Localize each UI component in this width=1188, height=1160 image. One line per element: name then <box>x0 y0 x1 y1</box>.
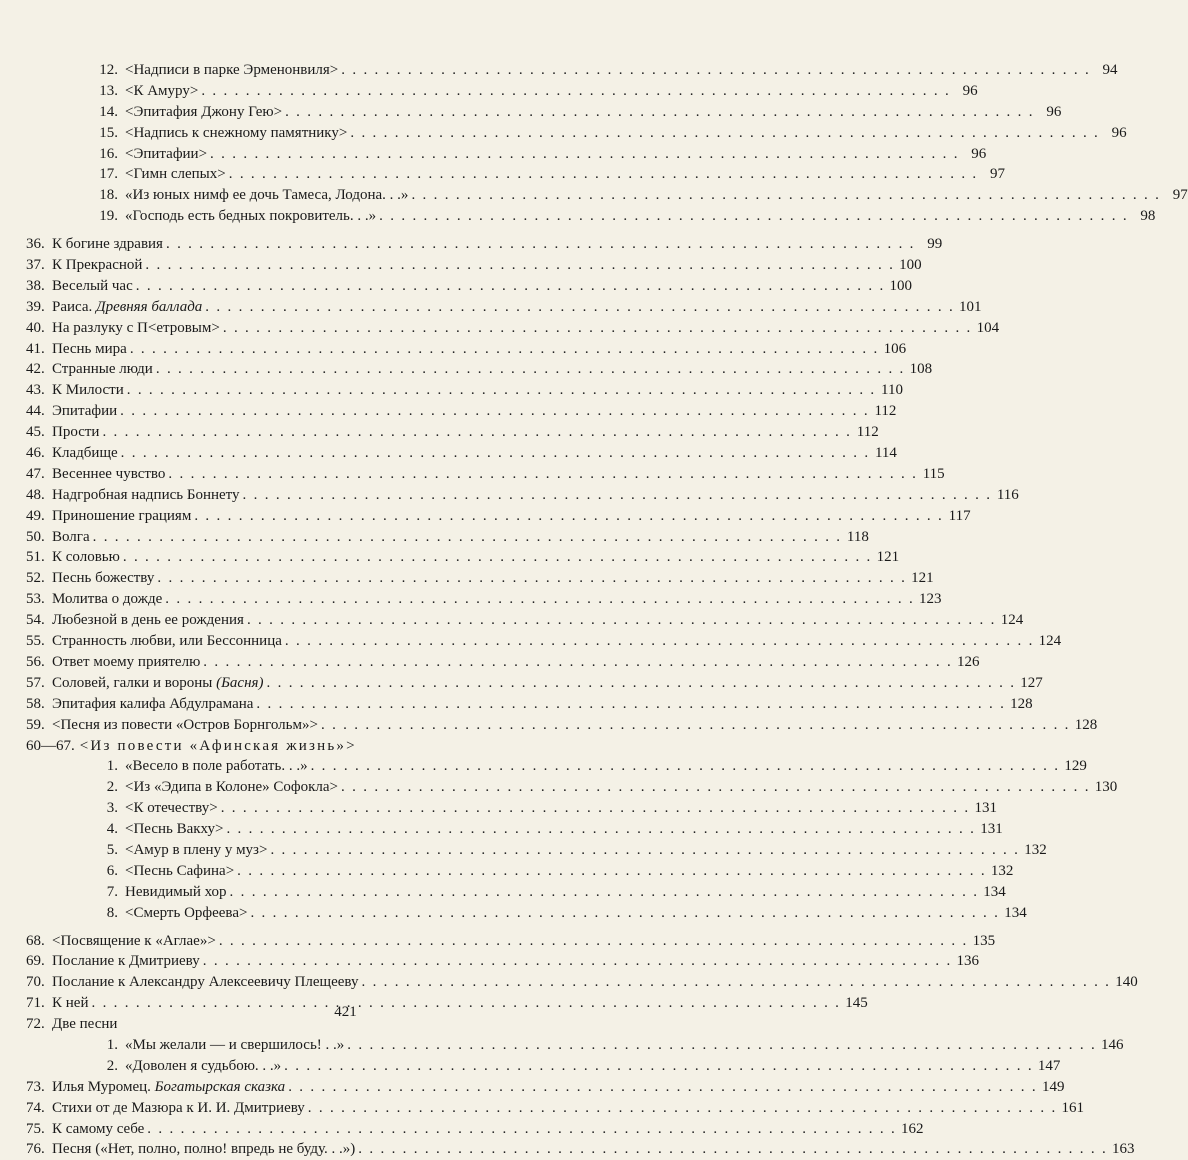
leader-dots <box>163 234 915 255</box>
entry-number: 14. <box>99 103 118 120</box>
entry-page: 145 <box>845 995 868 1012</box>
leader-dots <box>220 318 972 339</box>
toc-entry <box>26 339 907 360</box>
toc-entry <box>26 401 897 422</box>
toc-entry <box>26 1056 1061 1077</box>
entry-page: 124 <box>1000 612 1024 629</box>
entry-page: 140 <box>1115 974 1138 991</box>
toc-entry <box>26 951 980 972</box>
entry-number: 69. <box>26 953 45 970</box>
entry-page: 117 <box>948 507 971 524</box>
entry-number: 13. <box>99 82 118 99</box>
leader-dots <box>202 297 954 318</box>
entry-page: 162 <box>901 1120 924 1137</box>
page-number: 421 <box>334 1004 357 1020</box>
toc-entry <box>26 164 1005 185</box>
leader-dots <box>191 506 943 527</box>
entry-page: 96 <box>1111 124 1127 141</box>
entry-title: Надгробная надпись Боннету <box>52 486 240 503</box>
entry-page: 116 <box>996 486 1019 503</box>
entry-title: Странность любви, или Бессонница <box>52 633 282 650</box>
entry-title: К Прекрасной <box>52 257 143 274</box>
entry-number: 53. <box>26 591 45 608</box>
entry-page: 106 <box>883 340 907 357</box>
entry-page: 121 <box>911 570 934 587</box>
entry-title: <Песнь Сафина> <box>125 862 235 879</box>
toc-entry <box>26 756 1087 777</box>
toc-entry <box>26 359 933 380</box>
entry-page: 130 <box>1094 779 1118 796</box>
table-of-contents <box>26 60 1188 1160</box>
toc-entry <box>26 798 997 819</box>
entry-page: 98 <box>1140 208 1156 225</box>
entry-number: 5. <box>106 841 118 858</box>
toc-entry <box>26 234 943 255</box>
toc-entry <box>26 610 1024 631</box>
entry-page: 115 <box>922 465 945 482</box>
entry-number: 19. <box>99 208 118 225</box>
entry-number: 55. <box>26 633 45 650</box>
entry-title: К самому себе <box>52 1120 145 1137</box>
entry-number: 75. <box>26 1120 45 1137</box>
leader-dots <box>358 972 1110 993</box>
entry-title: Песня («Нет, полно, полно! впредь не буду. . .») <box>52 1141 356 1158</box>
entry-number: 8. <box>106 904 118 921</box>
toc-entry <box>26 861 1014 882</box>
entry-page: 101 <box>959 298 982 315</box>
toc-entry <box>26 840 1047 861</box>
leader-dots <box>133 276 885 297</box>
entry-number: 6. <box>106 862 118 879</box>
entry-title: Приношение грациям <box>52 507 192 524</box>
entry-title: Стихи от де Мазюра к И. И. Дмитриеву <box>52 1099 305 1116</box>
entry-number: 48. <box>26 486 45 503</box>
entry-page: 112 <box>856 424 879 441</box>
toc-entry <box>26 694 1033 715</box>
leader-dots <box>285 1077 1037 1098</box>
entry-number: 58. <box>26 695 45 712</box>
entry-title: К ней <box>52 995 89 1012</box>
entry-title: Прости <box>52 424 100 441</box>
entry-title: <Из повести «Афинская жизнь»> <box>79 737 357 754</box>
leader-dots <box>124 380 876 401</box>
entry-title: Невидимый хор <box>125 883 227 900</box>
entry-title: Кладбище <box>52 445 118 462</box>
entry-page: 126 <box>957 653 980 670</box>
entry-number: 60—67. <box>26 737 75 754</box>
entry-number: 51. <box>26 549 45 566</box>
entry-number: 52. <box>26 570 45 587</box>
leader-dots <box>282 631 1034 652</box>
leader-dots <box>282 102 1034 123</box>
leader-dots <box>347 123 1099 144</box>
entry-number: 47. <box>26 465 45 482</box>
entry-page: 96 <box>962 82 978 99</box>
entry-title: К богине здравия <box>52 236 163 253</box>
toc-entry <box>26 1035 1124 1056</box>
toc-entry <box>26 485 1019 506</box>
entry-page: 147 <box>1037 1057 1061 1074</box>
entry-number: 16. <box>99 145 118 162</box>
entry-page: 96 <box>1046 103 1062 120</box>
entry-number: 37. <box>26 257 45 274</box>
entry-number: 1. <box>106 1036 118 1053</box>
leader-dots <box>244 610 996 631</box>
leader-dots <box>216 931 968 952</box>
entry-title: <Надпись к снежному памятнику> <box>125 124 348 141</box>
entry-number: 2. <box>106 779 118 796</box>
toc-entry <box>26 547 900 568</box>
entry-title: <К отечеству> <box>125 800 218 817</box>
entry-number: 41. <box>26 340 45 357</box>
leader-dots <box>264 673 1016 694</box>
entry-number: 49. <box>26 507 45 524</box>
entry-title: <Эпитафия Джону Гею> <box>125 103 283 120</box>
entry-title: «Господь есть бедных покровитель. . .» <box>125 208 377 225</box>
leader-dots <box>144 1119 896 1140</box>
entry-number: 12. <box>99 62 118 78</box>
entry-page: 97 <box>1172 187 1188 204</box>
entry-page: 108 <box>909 361 933 378</box>
entry-number: 17. <box>99 166 118 183</box>
entry-subtitle: (Басня) <box>216 674 264 691</box>
entry-subtitle: Древняя баллада <box>96 298 203 315</box>
entry-title: Весеннее чувство <box>52 465 166 482</box>
toc-entry <box>26 144 987 165</box>
leader-dots <box>318 715 1070 736</box>
entry-subtitle: Богатырская сказка <box>154 1078 286 1095</box>
entry-number: 70. <box>26 974 45 991</box>
entry-title: «Из юных нимф ее дочь Тамеса, Лодона. . .» <box>125 187 409 204</box>
leader-dots <box>142 255 894 276</box>
toc-entry <box>26 1119 924 1140</box>
entry-number: 39. <box>26 298 45 315</box>
leader-dots <box>223 819 975 840</box>
toc-entry <box>26 123 1127 144</box>
toc-entry <box>26 819 1003 840</box>
toc-entry <box>26 931 996 952</box>
entry-title: <Эпитафии> <box>125 145 208 162</box>
toc-entry <box>26 380 903 401</box>
entry-page: 163 <box>1112 1141 1135 1158</box>
entry-title: Соловей, галки и вороны (Басня) <box>52 674 264 691</box>
entry-page: 110 <box>881 382 903 399</box>
toc-entry <box>26 506 971 527</box>
entry-number: 54. <box>26 612 45 629</box>
entry-title: К соловью <box>52 549 120 566</box>
leader-dots <box>218 798 970 819</box>
leader-dots <box>338 777 1090 798</box>
entry-page: 112 <box>874 403 897 420</box>
entry-number: 72. <box>26 1016 45 1033</box>
entry-number: 46. <box>26 445 45 462</box>
entry-page: 149 <box>1041 1078 1065 1095</box>
toc-entry <box>26 1077 1065 1098</box>
leader-dots <box>267 840 1019 861</box>
entry-number: 74. <box>26 1099 45 1116</box>
entry-title: Эпитафия калифа Абдулрамана <box>52 695 254 712</box>
entry-title: <Смерть Орфеева> <box>125 904 248 921</box>
entry-title: <Посвящение к «Аглае»> <box>52 932 216 949</box>
leader-dots <box>355 1139 1107 1160</box>
toc-entry <box>26 736 556 757</box>
entry-page: 123 <box>919 591 942 608</box>
entry-title: На разлуку с П<етровым> <box>52 319 220 336</box>
entry-title: «Весело в поле работать. . .» <box>125 758 308 775</box>
leader-dots <box>165 464 917 485</box>
entry-page: 129 <box>1064 758 1087 775</box>
entry-number: 71. <box>26 995 45 1012</box>
toc-entry <box>26 527 869 548</box>
entry-number: 57. <box>26 674 45 691</box>
toc-entry <box>26 297 982 318</box>
entry-number: 2. <box>106 1057 118 1074</box>
leader-dots <box>127 339 879 360</box>
entry-number: 15. <box>99 124 118 141</box>
entry-title: <Надписи в парке Эрменонвиля> <box>125 62 339 78</box>
entry-page: 114 <box>874 445 897 462</box>
entry-number: 7. <box>106 883 118 900</box>
leader-dots <box>344 1035 1096 1056</box>
entry-page: 96 <box>971 145 987 162</box>
leader-dots <box>338 60 1090 81</box>
entry-number: 1. <box>106 758 118 775</box>
toc-entry <box>26 1098 1085 1119</box>
leader-dots <box>162 589 914 610</box>
entry-number: 59. <box>26 716 45 733</box>
entry-number: 45. <box>26 424 45 441</box>
leader-dots <box>281 1056 1033 1077</box>
leader-dots <box>240 485 992 506</box>
entry-number: 73. <box>26 1078 45 1095</box>
entry-page: 104 <box>976 319 1000 336</box>
entry-page: 94 <box>1102 62 1118 78</box>
entry-title: «Мы желали — и свершилось! . .» <box>125 1036 345 1053</box>
toc-entry <box>26 206 1156 227</box>
leader-dots <box>227 882 979 903</box>
toc-entry <box>26 777 1118 798</box>
entry-page: 128 <box>1010 695 1033 712</box>
leader-dots <box>200 652 952 673</box>
toc-entry <box>26 903 1027 924</box>
toc-entry <box>26 882 1006 903</box>
entry-title: Послание к Александру Алексеевичу Плещееву <box>52 974 359 991</box>
entry-page: 132 <box>1024 841 1047 858</box>
entry-page: 97 <box>989 166 1005 183</box>
toc-entry <box>26 631 1062 652</box>
leader-dots <box>376 206 1128 227</box>
toc-entry <box>26 318 1000 339</box>
entry-number: 42. <box>26 361 45 378</box>
toc-entry <box>26 568 934 589</box>
entry-title: Раиса. Древняя баллада <box>52 298 203 315</box>
entry-number: 18. <box>99 187 118 204</box>
entry-title: «Доволен я судьбою. . .» <box>125 1057 282 1074</box>
entry-page: 146 <box>1101 1036 1124 1053</box>
entry-number: 50. <box>26 528 45 545</box>
leader-dots <box>253 694 1005 715</box>
leader-dots <box>234 861 986 882</box>
leader-dots <box>120 547 872 568</box>
toc-entry <box>26 185 1188 206</box>
entry-title: <Песнь Вакху> <box>125 821 224 838</box>
toc-entry <box>26 60 1118 81</box>
entry-title: <Из «Эдипа в Колоне» Софокла> <box>125 779 339 796</box>
toc-entry <box>26 673 1043 694</box>
entry-title: Две песни <box>52 1016 118 1033</box>
entry-page: 99 <box>927 236 943 253</box>
leader-dots <box>90 527 842 548</box>
entry-page: 134 <box>1004 904 1027 921</box>
leader-dots <box>198 81 950 102</box>
toc-entry <box>26 255 922 276</box>
entry-number: 4. <box>106 821 118 838</box>
entry-number: 36. <box>26 236 45 253</box>
toc-entry <box>26 652 980 673</box>
entry-title: Эпитафии <box>52 403 118 420</box>
entry-title: Послание к Дмитриеву <box>52 953 200 970</box>
leader-dots <box>308 756 1060 777</box>
entry-page: 161 <box>1061 1099 1085 1116</box>
entry-number: 40. <box>26 319 45 336</box>
entry-title: Песнь божеству <box>52 570 155 587</box>
toc-entry <box>26 81 978 102</box>
entry-title: Любезной в день ее рождения <box>52 612 244 629</box>
toc-entry <box>26 715 1098 736</box>
toc-entry <box>26 1139 1135 1160</box>
entry-title: Волга <box>52 528 90 545</box>
entry-number: 3. <box>106 800 118 817</box>
leader-dots <box>200 951 952 972</box>
leader-dots <box>99 422 851 443</box>
leader-dots <box>247 903 999 924</box>
entry-page: 128 <box>1074 716 1098 733</box>
entry-page: 127 <box>1020 674 1043 691</box>
toc-entry <box>26 276 912 297</box>
toc-entry <box>26 464 945 485</box>
entry-title: Песнь мира <box>52 340 127 357</box>
leader-dots <box>207 144 959 165</box>
entry-page: 100 <box>889 277 912 294</box>
leader-dots <box>408 185 1160 206</box>
entry-title: Ответ моему приятелю <box>52 653 201 670</box>
entry-page: 118 <box>846 528 869 545</box>
entry-page: 124 <box>1038 633 1062 650</box>
toc-entry <box>26 422 879 443</box>
entry-number: 56. <box>26 653 45 670</box>
leader-dots <box>118 443 870 464</box>
leader-dots <box>153 359 905 380</box>
entry-page: 121 <box>876 549 900 566</box>
entry-title: <Амур в плену у муз> <box>125 841 268 858</box>
toc-entry <box>26 102 1062 123</box>
entry-title: К Милости <box>52 382 124 399</box>
leader-dots <box>305 1098 1057 1119</box>
toc-entry <box>26 972 1138 993</box>
entry-number: 38. <box>26 277 45 294</box>
entry-title: Молитва о дожде <box>52 591 163 608</box>
entry-number: 68. <box>26 932 45 949</box>
leader-dots <box>154 568 906 589</box>
entry-page: 135 <box>972 932 996 949</box>
toc-entry <box>26 589 942 610</box>
entry-title: <Гимн слепых> <box>125 166 226 183</box>
entry-page: 131 <box>980 821 1003 838</box>
entry-title: Веселый час <box>52 277 133 294</box>
leader-dots <box>226 164 978 185</box>
entry-number: 43. <box>26 382 45 399</box>
entry-title: Странные люди <box>52 361 153 378</box>
entry-page: 132 <box>990 862 1014 879</box>
entry-title: Илья Муромец. Богатырская сказка <box>52 1078 286 1095</box>
entry-title: <К Амуру> <box>125 82 199 99</box>
entry-title: <Песня из повести «Остров Борнгольм»> <box>52 716 318 733</box>
toc-entry <box>26 443 897 464</box>
leader-dots <box>117 401 869 422</box>
entry-page: 131 <box>974 800 997 817</box>
entry-number: 44. <box>26 403 45 420</box>
entry-page: 100 <box>899 257 922 274</box>
entry-page: 134 <box>983 883 1006 900</box>
entry-number: 76. <box>26 1141 45 1158</box>
entry-page: 136 <box>956 953 980 970</box>
